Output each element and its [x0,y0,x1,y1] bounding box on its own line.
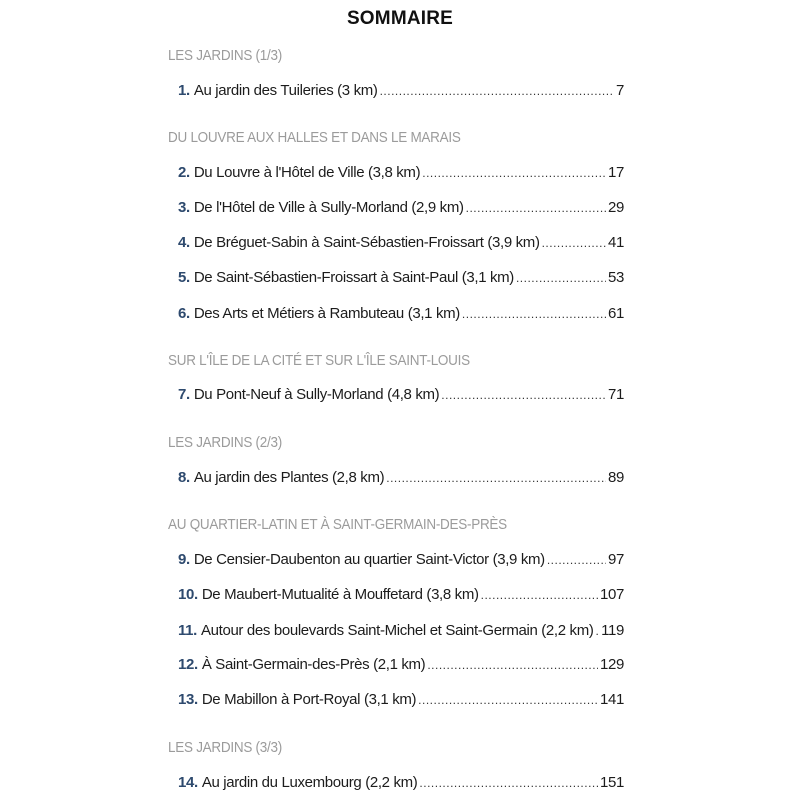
toc-entry[interactable] [178,82,624,102]
entry-page: 97 [608,551,624,568]
dot-leader [596,624,600,638]
section-heading: DU LOUVRE AUX HALLES ET DANS LE MARAIS [168,129,461,146]
entry-page: 141 [600,691,624,708]
entry-page: 151 [600,774,624,791]
entry-number: 14. [178,774,198,791]
entry-number: 10. [178,586,198,603]
entry-page: 119 [601,622,624,639]
entry-title: De l'Hôtel de Ville à Sully-Morland (2,9 km) [193,199,464,216]
entry-title: De Saint-Sébastien-Froissart à Saint-Paul (3,1 km) [193,269,514,286]
entry-number: 3. [178,199,190,216]
section-heading: SUR L'ÎLE DE LA CITÉ ET SUR L'ÎLE SAINT-LOUIS [168,352,470,369]
entry-number: 8. [178,469,190,486]
entry-number: 7. [178,386,190,403]
entry-page: 17 [608,164,624,181]
toc-entry[interactable] [178,269,624,289]
dot-leader [422,166,606,180]
entry-title: De Mabillon à Port-Royal (3,1 km) [201,691,417,708]
entry-title: Au jardin des Tuileries (3 km) [193,82,378,99]
entry-title: Au jardin du Luxembourg (2,2 km) [201,774,418,791]
entry-page: 41 [608,234,624,251]
entry-number: 13. [178,691,198,708]
entry-title: De Censier-Daubenton au quartier Saint-Victor (3,9 km) [193,551,545,568]
toc-entry[interactable] [178,774,624,794]
page-title: SOMMAIRE [346,8,454,29]
section-heading: LES JARDINS (1/3) [168,47,282,64]
entry-title: Du Pont-Neuf à Sully-Morland (4,8 km) [193,386,440,403]
entry-number: 9. [178,551,190,568]
dot-leader [466,201,606,215]
entry-page: 71 [608,386,624,403]
toc-entry[interactable] [178,305,624,325]
entry-page: 7 [616,82,624,99]
dot-leader [380,84,614,98]
entry-number: 12. [178,656,198,673]
dot-leader [386,471,606,485]
dot-leader [481,588,598,602]
toc-entry[interactable] [178,386,624,406]
entry-number: 4. [178,234,190,251]
toc-entry[interactable] [178,551,624,571]
entry-title: De Maubert-Mutualité à Mouffetard (3,8 km) [201,586,479,603]
entry-page: 53 [608,269,624,286]
entry-number: 2. [178,164,190,181]
toc-entry[interactable] [178,469,624,489]
dot-leader [542,236,606,250]
toc-entry[interactable] [178,199,624,219]
section-heading: LES JARDINS (2/3) [168,434,282,451]
entry-title: Des Arts et Métiers à Rambuteau (3,1 km) [193,305,460,322]
dot-leader [441,388,606,402]
toc-entry[interactable] [178,622,624,642]
entry-title: Au jardin des Plantes (2,8 km) [193,469,385,486]
entry-page: 129 [600,656,624,673]
entry-number: 11. [178,622,197,639]
entry-page: 29 [608,199,624,216]
toc-entry[interactable] [178,164,624,184]
dot-leader [419,776,598,790]
entry-title: De Bréguet-Sabin à Saint-Sébastien-Froissart (3,9 km) [193,234,540,251]
toc-entry[interactable] [178,586,624,606]
toc-entry[interactable] [178,234,624,254]
entry-page: 61 [608,305,624,322]
dot-leader [418,693,598,707]
entry-title: Autour des boulevards Saint-Michel et Saint-Germain (2,2 km) [200,622,594,639]
entry-title: Du Louvre à l'Hôtel de Ville (3,8 km) [193,164,421,181]
entry-number: 6. [178,305,190,322]
dot-leader [516,271,606,285]
entry-page: 89 [608,469,624,486]
dot-leader [427,658,598,672]
dot-leader [547,553,606,567]
section-heading: LES JARDINS (3/3) [168,739,282,756]
entry-page: 107 [600,586,624,603]
entry-number: 5. [178,269,190,286]
toc-entry[interactable] [178,691,624,711]
entry-number: 1. [178,82,190,99]
toc-entry[interactable] [178,656,624,676]
section-heading: AU QUARTIER-LATIN ET À SAINT-GERMAIN-DES-PRÈS [168,516,507,533]
dot-leader [462,307,606,321]
entry-title: À Saint-Germain-des-Près (2,1 km) [201,656,426,673]
